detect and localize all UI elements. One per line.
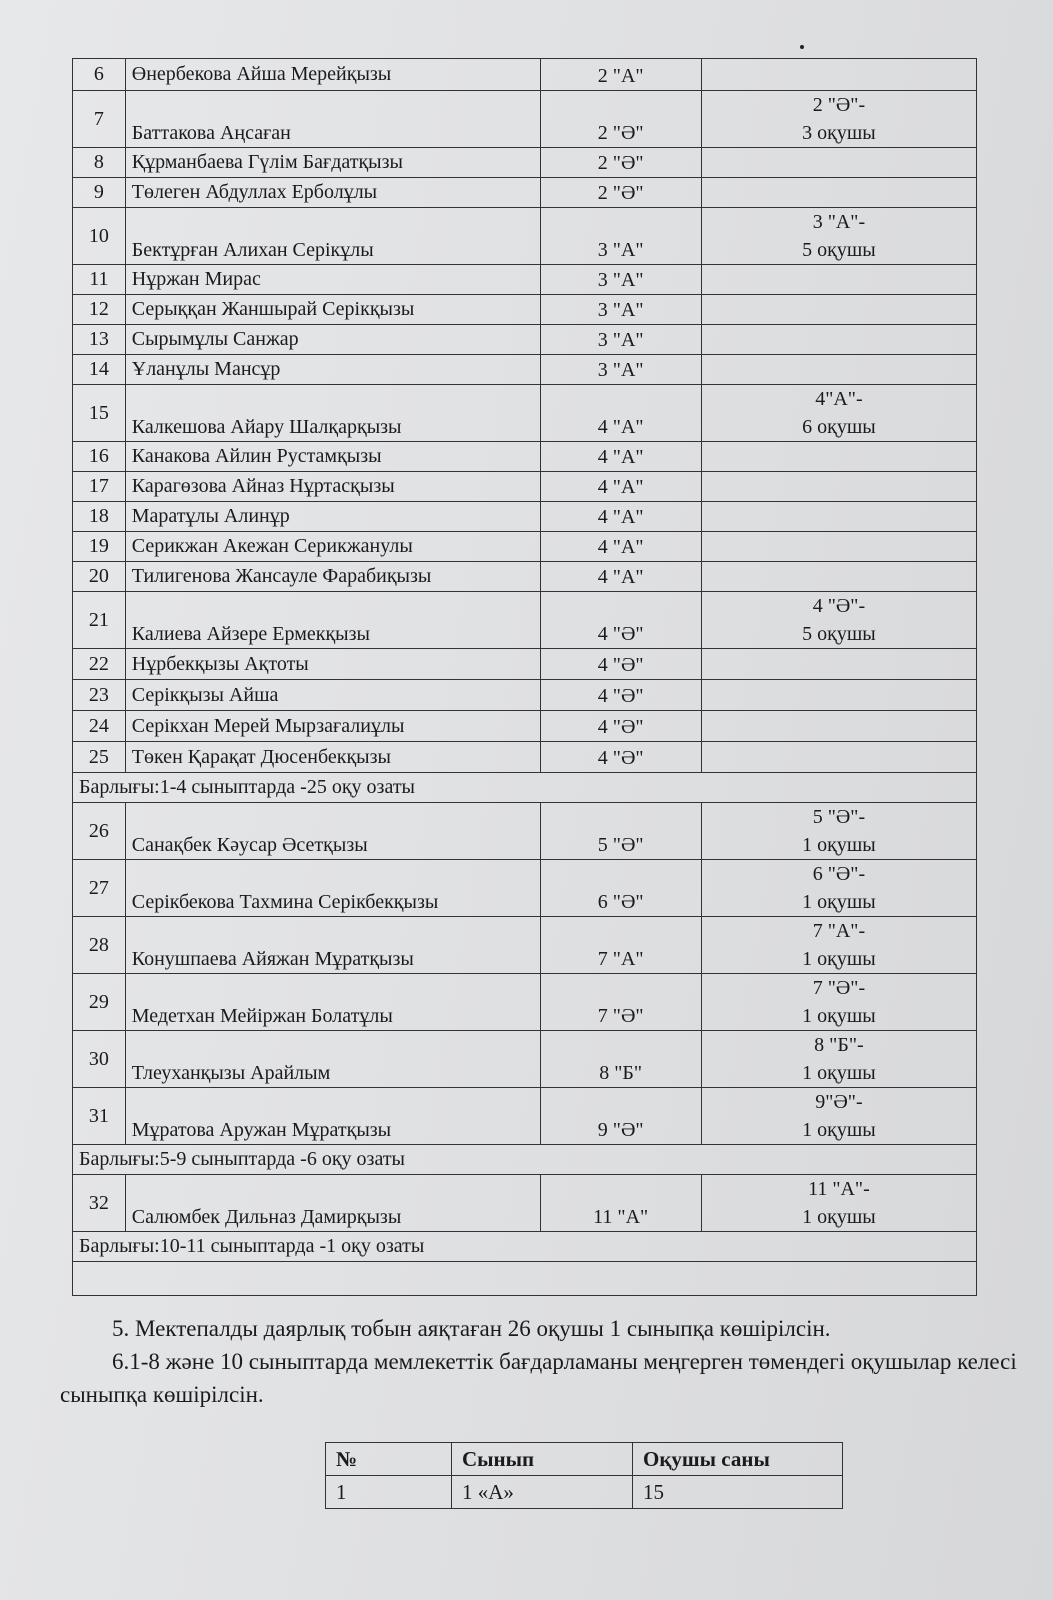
class-summary	[701, 680, 976, 711]
student-name: Нұрбекқызы Ақтоты	[125, 649, 540, 680]
class-summary	[701, 442, 976, 472]
student-name: Серикжан Акежан Серикжанулы	[125, 532, 540, 562]
header-student-count: Оқушы саны	[633, 1443, 843, 1476]
class-cell: 6 "Ә"	[540, 860, 701, 917]
summary-student-count: 3 оқушы	[802, 122, 876, 144]
table-row	[73, 562, 977, 592]
row-number: 19	[73, 532, 126, 562]
student-name: Салюмбек Дильназ Дамирқызы	[125, 1175, 540, 1232]
student-name: Санақбек Кәусар Әсетқызы	[125, 803, 540, 860]
table-row	[73, 208, 977, 265]
row-number: 15	[73, 385, 126, 442]
class-cell: 4 "А"	[540, 442, 701, 472]
class-summary	[701, 974, 976, 1031]
class-cell: 11 "А"	[540, 1175, 701, 1232]
student-name: Төкен Қарақат Дюсенбекқызы	[125, 742, 540, 773]
table-row	[73, 325, 977, 355]
paragraph-6: 6.1-8 және 10 сыныптарда мемлекеттік бағдарламаны меңгерген төмендегі оқушылар келесі сыныпқа көшірілсін.	[60, 1349, 1017, 1407]
row-number: 6	[73, 59, 126, 91]
table-row	[73, 148, 977, 178]
class-summary	[701, 532, 976, 562]
row-number: 10	[73, 208, 126, 265]
summary-class-label: 5 "Ә"-	[812, 806, 866, 828]
class-cell: 4 "А"	[540, 562, 701, 592]
table-row	[73, 178, 977, 208]
table-row	[73, 1031, 977, 1088]
student-name: Канакова Айлин Рустамқызы	[125, 442, 540, 472]
total-grades-5-9: Барлығы:5-9 сыныптарда -6 оқу озаты	[73, 1145, 977, 1175]
row-number: 25	[73, 742, 126, 773]
cell-number: 1	[326, 1476, 452, 1509]
total-grades-1-4: Барлығы:1-4 сыныптарда -25 оқу озаты	[73, 773, 977, 803]
class-cell: 7 "Ә"	[540, 974, 701, 1031]
class-summary	[701, 325, 976, 355]
table-row	[73, 265, 977, 295]
class-summary	[701, 711, 976, 742]
summary-class-label: 6 "Ә"-	[812, 863, 866, 885]
class-cell: 3 "А"	[540, 355, 701, 385]
class-cell: 2 "Ә"	[540, 178, 701, 208]
row-number: 27	[73, 860, 126, 917]
class-cell: 2 "Ә"	[540, 91, 701, 148]
class-cell: 7 "А"	[540, 917, 701, 974]
summary-student-count: 5 оқушы	[802, 239, 876, 261]
class-cell: 4 "А"	[540, 472, 701, 502]
student-name: Мұратова Аружан Мұратқызы	[125, 1088, 540, 1145]
student-name: Сырымұлы Санжар	[125, 325, 540, 355]
class-cell: 4 "Ә"	[540, 680, 701, 711]
table-row	[73, 1088, 977, 1145]
paragraph-5: 5. Мектепалды даярлық тобын аяқтаған 26 оқушы 1 сыныпқа көшірілсін.	[112, 1316, 831, 1341]
summary-student-count: 1 оқушы	[802, 1062, 876, 1084]
ink-dot	[800, 45, 804, 49]
summary-class-label: 8 "Б"-	[814, 1034, 864, 1056]
row-number: 29	[73, 974, 126, 1031]
class-cell: 4 "Ә"	[540, 742, 701, 773]
summary-student-count: 1 оқушы	[802, 948, 876, 970]
header-number: №	[326, 1443, 452, 1476]
class-summary	[701, 1175, 976, 1232]
table-row	[73, 355, 977, 385]
row-number: 24	[73, 711, 126, 742]
summary-class-label: 4"А"-	[815, 388, 863, 410]
student-name: Төлеген Абдуллах Ерболұлы	[125, 178, 540, 208]
row-number: 32	[73, 1175, 126, 1232]
class-summary	[701, 1088, 976, 1145]
row-number: 16	[73, 442, 126, 472]
table-row	[73, 295, 977, 325]
row-number: 21	[73, 592, 126, 649]
summary-class-label: 3 "А"-	[812, 211, 866, 233]
class-summary	[701, 472, 976, 502]
header-class: Сынып	[452, 1443, 633, 1476]
class-cell: 4 "Ә"	[540, 711, 701, 742]
class-cell: 9 "Ә"	[540, 1088, 701, 1145]
student-name: Карагөзова Айназ Нұртасқызы	[125, 472, 540, 502]
student-name: Калиева Айзере Ермекқызы	[125, 592, 540, 649]
class-cell: 8 "Б"	[540, 1031, 701, 1088]
student-name: Тлеуханқызы Арайлым	[125, 1031, 540, 1088]
total-row	[73, 1145, 977, 1175]
summary-class-label: 7 "А"-	[812, 920, 866, 942]
class-summary	[701, 860, 976, 917]
class-summary	[701, 649, 976, 680]
class-transfer-table	[325, 1442, 843, 1509]
student-name: Серікбекова Тахмина Серікбекқызы	[125, 860, 540, 917]
table-row	[73, 803, 977, 860]
student-name: Баттакова Аңсаған	[125, 91, 540, 148]
class-cell: 3 "А"	[540, 295, 701, 325]
class-summary	[701, 385, 976, 442]
row-number: 11	[73, 265, 126, 295]
summary-class-label: 4 "Ә"-	[812, 595, 866, 617]
student-name: Тилигенова Жансауле Фарабиқызы	[125, 562, 540, 592]
table-row	[73, 711, 977, 742]
student-name: Калкешова Айару Шалқарқызы	[125, 385, 540, 442]
class-transfer-header-row	[326, 1443, 843, 1476]
class-cell: 4 "Ә"	[540, 649, 701, 680]
table-row	[73, 680, 977, 711]
class-summary	[701, 178, 976, 208]
row-number: 13	[73, 325, 126, 355]
class-summary	[701, 355, 976, 385]
student-name: Медетхан Мейіржан Болатұлы	[125, 974, 540, 1031]
class-summary	[701, 1031, 976, 1088]
student-name: Маратұлы Алинұр	[125, 502, 540, 532]
summary-class-label: 9"Ә"-	[815, 1091, 863, 1113]
class-summary	[701, 562, 976, 592]
total-row	[73, 1232, 977, 1262]
summary-class-label: 2 "Ә"-	[812, 94, 866, 116]
summary-student-count: 6 оқушы	[802, 416, 876, 438]
table-row	[73, 974, 977, 1031]
student-name: Серікхан Мерей Мырзағалиұлы	[125, 711, 540, 742]
class-cell: 3 "А"	[540, 325, 701, 355]
table-row	[73, 532, 977, 562]
class-summary	[701, 917, 976, 974]
row-number: 17	[73, 472, 126, 502]
class-summary	[701, 502, 976, 532]
class-summary	[701, 295, 976, 325]
student-name: Нұржан Мирас	[125, 265, 540, 295]
row-number: 18	[73, 502, 126, 532]
table-row	[73, 860, 977, 917]
table-row	[73, 472, 977, 502]
student-name: Бектұрған Алихан Серікұлы	[125, 208, 540, 265]
class-summary	[701, 208, 976, 265]
table-row	[73, 91, 977, 148]
class-cell: 3 "А"	[540, 265, 701, 295]
row-number: 28	[73, 917, 126, 974]
row-number: 14	[73, 355, 126, 385]
class-cell: 2 "Ә"	[540, 148, 701, 178]
row-number: 30	[73, 1031, 126, 1088]
class-cell: 3 "А"	[540, 208, 701, 265]
row-number: 7	[73, 91, 126, 148]
row-number: 31	[73, 1088, 126, 1145]
class-summary	[701, 91, 976, 148]
class-cell: 4 "А"	[540, 385, 701, 442]
summary-student-count: 5 оқушы	[802, 623, 876, 645]
row-number: 8	[73, 148, 126, 178]
class-summary	[701, 592, 976, 649]
class-summary	[701, 265, 976, 295]
summary-class-label: 11 "А"-	[808, 1178, 870, 1200]
class-summary	[701, 59, 976, 91]
class-cell: 4 "А"	[540, 532, 701, 562]
summary-class-label: 7 "Ә"-	[812, 977, 866, 999]
table-row	[73, 592, 977, 649]
students-table	[72, 58, 977, 1296]
table-row	[73, 1175, 977, 1232]
row-number: 20	[73, 562, 126, 592]
class-summary	[701, 742, 976, 773]
class-cell: 4 "А"	[540, 502, 701, 532]
table-row	[73, 917, 977, 974]
table-row	[73, 649, 977, 680]
empty-row	[73, 1262, 977, 1296]
summary-student-count: 1 оқушы	[802, 1206, 876, 1228]
summary-student-count: 1 оқушы	[802, 891, 876, 913]
row-number: 26	[73, 803, 126, 860]
empty-cell	[73, 1262, 977, 1296]
row-number: 9	[73, 178, 126, 208]
student-name: Өнербекова Айша Мерейқызы	[125, 59, 540, 91]
class-summary	[701, 803, 976, 860]
class-transfer-row	[326, 1476, 843, 1509]
total-row	[73, 773, 977, 803]
class-cell: 5 "Ә"	[540, 803, 701, 860]
student-name: Конушпаева Айяжан Мұратқызы	[125, 917, 540, 974]
class-summary	[701, 148, 976, 178]
summary-student-count: 1 оқушы	[802, 834, 876, 856]
summary-student-count: 1 оқушы	[802, 1005, 876, 1027]
table-row	[73, 59, 977, 91]
table-row	[73, 742, 977, 773]
student-name: Ұланұлы Мансұр	[125, 355, 540, 385]
cell-class: 1 «А»	[452, 1476, 633, 1509]
row-number: 22	[73, 649, 126, 680]
summary-student-count: 1 оқушы	[802, 1119, 876, 1141]
order-paragraphs	[60, 1312, 1020, 1411]
row-number: 23	[73, 680, 126, 711]
row-number: 12	[73, 295, 126, 325]
student-name: Серікқызы Айша	[125, 680, 540, 711]
cell-student-count: 15	[633, 1476, 843, 1509]
class-cell: 2 "А"	[540, 59, 701, 91]
class-cell: 4 "Ә"	[540, 592, 701, 649]
table-row	[73, 385, 977, 442]
student-name: Серыққан Жаншырай Серікқызы	[125, 295, 540, 325]
table-row	[73, 502, 977, 532]
table-row	[73, 442, 977, 472]
student-name: Құрманбаева Гүлім Бағдатқызы	[125, 148, 540, 178]
total-grades-10-11: Барлығы:10-11 сыныптарда -1 оқу озаты	[73, 1232, 977, 1262]
